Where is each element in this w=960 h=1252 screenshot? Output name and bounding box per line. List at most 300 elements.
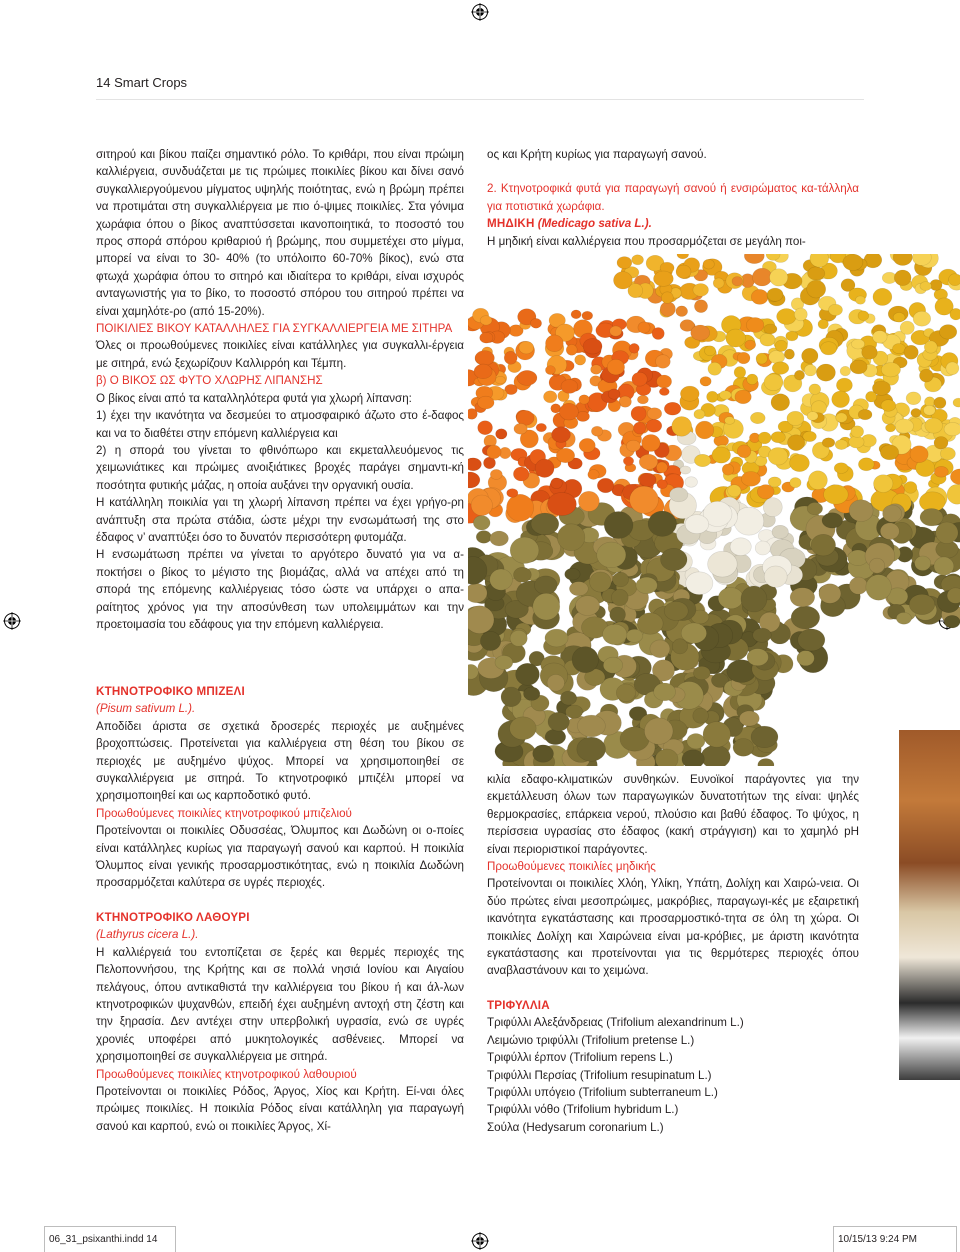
seed — [786, 331, 798, 341]
seed — [695, 421, 713, 439]
seed — [767, 288, 783, 301]
seed — [869, 558, 884, 573]
seed — [533, 745, 554, 762]
seed — [480, 332, 493, 343]
seed — [547, 492, 576, 515]
seed — [654, 271, 674, 286]
paragraph: Προτείνονται οι ποικιλίες Οδυσσέας, Όλυμπος και Δωδώνη οι ο-ποίες είναι κατάλληλες κυρίως για παραγωγή σανού και καρπού. Η ποικιλία Όλυμπος είναι γενικής προσαρμοστικότητας, ενώ η ποικιλία Δωδώνη προσαρμόζεται καλύτερα σε υγρές περιοχές. — [96, 824, 464, 890]
paragraph: ος και Κρήτη κυρίως για παραγωγή σανού. — [487, 148, 707, 161]
seed — [791, 606, 820, 629]
paragraph: Αποδίδει άριστα σε σχετικά δροσερές περιοχές με αυξημένες βροχοπτώσεις. Προτείνεται για καλλιέργεια στη θέση του βίκου σε περιοχές με αυξημένο ψύχος. Μπορεί να χρησιμοποιηθεί σε συγκαλλιέργεια με σιτηρά. Το κτηνοτροφικό μπιζέλι μπορεί να χρησιμοποιηθεί και ως καρποδοτικό φυτό. — [96, 719, 464, 803]
seed — [514, 423, 527, 434]
seed — [894, 270, 911, 286]
seed — [726, 329, 746, 347]
seed — [866, 391, 877, 402]
seed — [804, 365, 816, 376]
seed — [824, 485, 849, 505]
seed — [936, 522, 958, 544]
seed — [473, 516, 490, 530]
running-title: Smart Crops — [114, 75, 188, 90]
seed — [881, 400, 896, 412]
paragraph: κιλία εδαφο-κλιματικών συνθηκών. Ευνοϊκοί παράγοντες για την εκμετάλλευση όλων των παραγωγικών δυνατοτήτων της είναι: ψηλές θερμοκρασίες, επάρκεια νερού, πλούσιο και βαθύ έδαφος. Το ψύχος, η περίσσεια υγρασίας στο έδαφος (κακή στράγγιση) και το χαμηλό pH είναι περιοριστικοί παράγοντες. — [487, 773, 859, 856]
seed — [514, 567, 532, 582]
seed — [495, 655, 513, 669]
seed — [519, 341, 534, 354]
seed — [741, 586, 767, 612]
seed — [735, 390, 751, 404]
seed — [548, 712, 569, 731]
seed — [834, 463, 848, 474]
seed — [590, 572, 612, 592]
seed — [556, 448, 574, 462]
seed — [544, 391, 557, 403]
seed — [517, 370, 537, 385]
seed — [756, 353, 767, 364]
crop-heading: ΤΡΙΦΥΛΛΙΑ — [487, 998, 550, 1012]
seed — [811, 534, 836, 556]
seed — [722, 464, 734, 475]
seed — [476, 531, 491, 544]
seed — [535, 459, 554, 477]
seed — [490, 469, 502, 479]
seed — [911, 408, 921, 417]
seed — [478, 421, 493, 435]
seed — [694, 300, 707, 313]
seed — [557, 524, 585, 551]
seed — [751, 289, 768, 304]
seed — [507, 494, 534, 521]
seed — [855, 296, 865, 304]
seed — [752, 268, 772, 286]
paragraph: Προτείνονται οι ποικιλίες Χλόη, Υλίκη, Υπάτη, Δολίχη και Χαιρώ-νεια. Οι δύο πρώτες είναι μεσοπρώιμες, μακρόβιες, παραγωγι-κές με εξαιρετική ικανότητα εγκατάστασης και προσαρμοστικό-τητα σε όλη τη χώρα. Οι ποικιλίες Δολίχη και Χαιρώνεια είναι μα-κρόβιες, με άριστη ικανότητα εγκατάστασης και προτείνονται για τις θερμότερες περιοχές όπου αναβλαστάνουν και το χειμώνα. — [487, 877, 859, 978]
clover-item: Τριφύλλι Αλεξάνδρειας (Trifolium alexandrinum L.) — [487, 1016, 744, 1030]
seed — [703, 259, 714, 269]
seed — [566, 705, 583, 718]
seed — [755, 541, 770, 555]
seed — [732, 277, 743, 286]
seed — [835, 440, 848, 450]
seed — [718, 587, 743, 608]
seed — [787, 411, 804, 425]
seed — [547, 675, 564, 692]
seed — [707, 391, 718, 402]
seed — [771, 394, 790, 411]
running-header — [96, 75, 187, 90]
seed — [802, 348, 818, 363]
seed — [468, 472, 480, 488]
seed — [950, 308, 960, 320]
seed — [591, 426, 602, 436]
seed — [920, 282, 932, 291]
seed — [613, 572, 629, 587]
seed — [850, 360, 867, 374]
seed — [771, 432, 785, 443]
paragraph: Η καλλιέργειά του εντοπίζεται σε ξερές και θερμές περιοχές της Πελοποννήσου, της Κρήτης και σε πολλά νησιά Ιονίου και Αιγαίου πελάγους, όπου αντικαθιστά την καλλιέργεια του βίκου ή και άλ-λων κτηνοτροφικών ψυχανθών, επειδή έχει αυξημένη αντοχή στη ζέστη και την ξηρασία. Δεν αντέχει στην υπερβολική υγρασία, ενώ σε υγρές χρονιές υποφέρει από μυκητολογικές ασθένειες. Μπορεί να χρησιμοποιηθεί σε συγκαλλιέργεια με σιτηρά. — [96, 945, 464, 1064]
seed — [510, 717, 537, 740]
crop-heading: ΚΤΗΝΟΤΡΟΦΙΚΟ ΛΑΘΟΥΡΙ — [96, 910, 250, 924]
seed — [873, 331, 888, 344]
seed — [652, 328, 664, 340]
clover-item: Τριφύλλι νόθο (Trifolium hybridum L.) — [487, 1103, 679, 1117]
seed — [530, 318, 541, 328]
seed — [734, 367, 746, 379]
seed — [915, 556, 931, 571]
seed — [637, 395, 648, 404]
seed — [632, 372, 647, 386]
seed — [949, 274, 960, 286]
seed — [677, 254, 689, 259]
seed — [807, 280, 826, 298]
seed — [713, 278, 724, 288]
seed — [741, 472, 760, 487]
seed — [516, 663, 540, 685]
seed — [733, 739, 754, 757]
lentils-seeds-photo — [468, 254, 960, 766]
seed — [896, 612, 911, 624]
seed — [694, 454, 710, 466]
seed — [803, 431, 817, 441]
seed — [650, 640, 670, 658]
seed — [925, 418, 943, 433]
seed — [880, 445, 898, 460]
seed — [471, 495, 492, 516]
seed — [777, 309, 797, 325]
seed — [790, 478, 801, 488]
seed — [636, 577, 657, 594]
seed — [566, 345, 577, 356]
seed — [576, 596, 600, 616]
seed — [836, 413, 847, 423]
crop-heading: ΜΗΔΙΚΗ — [487, 217, 535, 231]
seed — [610, 326, 622, 336]
seed — [794, 308, 807, 321]
seed — [583, 338, 602, 354]
seed — [510, 630, 527, 646]
seed — [819, 584, 841, 604]
seed — [468, 458, 481, 471]
seed — [893, 344, 906, 354]
seed — [947, 484, 960, 504]
seed — [883, 505, 902, 522]
seed — [730, 538, 751, 556]
seed — [545, 629, 568, 647]
paragraph: Προτείνονται οι ποικιλίες Ρόδος, Άργος, Χίος και Κρήτη. Εί-ναι όλες πρώιμες ποικιλίες. Η ποικιλία Ρόδος είναι κατάλληλη για παραγωγή σανού και καρπού, ενώ οι ποικιλίες Άργος, Χί- — [96, 1084, 464, 1133]
seed — [617, 257, 632, 269]
seed — [858, 409, 872, 419]
seed — [631, 406, 646, 421]
seed — [770, 269, 788, 286]
seed — [913, 311, 931, 326]
crop-latin-name: (Lathyrus cicera L.). — [96, 928, 199, 942]
seed — [531, 513, 559, 535]
seed — [680, 386, 699, 401]
seed — [851, 339, 864, 349]
seed — [772, 362, 789, 375]
seed — [851, 426, 864, 438]
paragraph: Όλες οι προωθούμενες ποικιλίες είναι κατάλληλες για συγκαλλι-έργεια με σιτηρά, ενώ ξεχωρίζουν Καλλιρρόη και Τέμπη. — [96, 339, 464, 370]
subheading: Προωθούμενες ποικιλίες μηδικής — [487, 860, 656, 874]
seed — [807, 502, 822, 514]
seed — [728, 485, 741, 497]
seed — [816, 364, 835, 381]
seed — [904, 482, 917, 494]
seed — [953, 398, 960, 407]
seed — [909, 594, 935, 614]
seed — [840, 366, 850, 376]
seed — [608, 389, 620, 399]
seed — [507, 489, 518, 498]
seed — [745, 340, 756, 349]
seed — [906, 392, 921, 405]
seed — [659, 388, 669, 396]
seed — [934, 557, 954, 575]
seed — [579, 395, 590, 404]
seed — [490, 531, 509, 546]
seed — [703, 722, 731, 748]
seed — [474, 364, 492, 379]
seed — [533, 593, 560, 620]
seed — [764, 324, 777, 334]
seed — [944, 422, 960, 435]
seed — [504, 351, 517, 364]
seed — [862, 346, 878, 360]
seed — [591, 365, 602, 375]
seed — [725, 417, 735, 425]
seed — [534, 576, 557, 595]
seed — [656, 355, 671, 369]
seed — [818, 319, 828, 329]
seed — [829, 304, 843, 315]
seed — [849, 436, 864, 448]
seed — [579, 491, 600, 511]
seed — [768, 448, 788, 466]
seed — [822, 438, 835, 448]
seed — [784, 349, 794, 359]
seed — [664, 402, 681, 415]
seed — [559, 403, 578, 420]
seed — [614, 272, 633, 289]
seed — [751, 726, 778, 748]
paragraph: Η κατάλληλη ποικιλία γαι τη χλωρή λίπανση πρέπει να έχει γρήγο-ρη ανάπτυξη στα πρώτα στάδια, ώστε μέχρι την ενσωμάτωσή της στο έδαφος ν’ αναπτύξει όσο το δυνατόν περισσότερη φυτομάζα. — [96, 496, 464, 544]
seed — [858, 458, 874, 471]
left-column-top — [96, 146, 464, 633]
seed — [676, 265, 691, 278]
seed — [536, 423, 546, 431]
seed — [647, 408, 661, 420]
paragraph: Η μηδική είναι καλλιέργεια που προσαρμόζεται σε μεγάλη ποι- — [487, 234, 806, 248]
seed — [560, 691, 576, 705]
seed — [639, 454, 658, 469]
seed — [739, 711, 759, 726]
seed — [790, 454, 810, 471]
clover-item: Λειμώνιο τριφύλλι (Trifolium pretense L.) — [487, 1033, 695, 1047]
seed — [798, 629, 825, 651]
seed — [656, 462, 667, 473]
seed — [597, 542, 626, 568]
paragraph: Η ενσωμάτωση πρέπει να γίνεται το αργότερο δυνατό για να α-ποκτήσει ο βίκος το μέγιστο της βιομάζας, αλλά να απέχει από τη σπορά της επόμενης καλλιέργειας τόσο ώστε να υπάρχει ο απα-ραίτητος χρόνος για την αποσύνθεση των υπολειμμάτων και την προετοιμασία του εδάφους για την επόμενη καλλιέργεια. — [96, 548, 464, 631]
seed — [769, 350, 785, 363]
seed — [747, 649, 768, 666]
right-column-top — [487, 146, 859, 250]
clover-item: Τριφύλλι έρπον (Trifolium repens L.) — [487, 1051, 673, 1065]
seed — [524, 687, 540, 700]
seed — [632, 255, 644, 265]
seed — [670, 487, 688, 501]
seed — [934, 397, 946, 408]
seed — [654, 683, 676, 701]
seed — [648, 511, 676, 536]
seed — [616, 684, 635, 702]
seed — [946, 362, 959, 375]
seed — [772, 525, 788, 538]
registration-mark-left-icon — [3, 612, 21, 630]
seed — [629, 343, 639, 353]
seed — [661, 292, 673, 304]
seed — [611, 589, 628, 606]
seed — [468, 606, 494, 634]
seed — [775, 340, 787, 351]
seed — [516, 410, 534, 425]
seed — [924, 341, 937, 353]
seed — [664, 602, 688, 621]
paragraph: 2) η σπορά του γίνεται το φθινόπωρο και εκμεταλλευόμενος τις χειμωνιάτικες και πρώιμες ανοιξιάτικες βροχές παράγει σημαντι-κή ποσότητα φυτικής μάζας, η οποία αυξάνει την οργανική ουσία. — [96, 443, 464, 492]
seed — [685, 515, 709, 534]
seed — [849, 500, 873, 522]
seed — [676, 306, 688, 317]
seed — [607, 359, 624, 375]
clover-item: Σούλα (Hedysarum coronarium L.) — [487, 1120, 664, 1134]
seed — [693, 284, 709, 297]
seed — [634, 422, 646, 434]
side-cropped-photo — [899, 730, 960, 1080]
seed — [737, 352, 750, 364]
seed — [693, 708, 709, 723]
crop-latin-name: (Pisum sativum L.). — [96, 702, 196, 716]
seed — [910, 446, 928, 463]
seed — [638, 322, 650, 333]
seed — [920, 369, 934, 382]
seed — [572, 647, 598, 673]
seed — [858, 311, 869, 321]
seed — [809, 384, 821, 395]
seed — [686, 572, 713, 595]
seed — [655, 749, 678, 766]
seed — [626, 440, 640, 451]
seed — [808, 471, 827, 490]
seed — [657, 375, 672, 388]
seed — [604, 512, 633, 539]
seed — [644, 718, 673, 745]
seed — [880, 523, 899, 540]
seed — [873, 288, 892, 305]
seed — [480, 631, 500, 650]
seed — [495, 376, 505, 384]
crop-heading: ΚΤΗΝΟΤΡΟΦΙΚΟ ΜΠΙΖΕΛΙ — [96, 685, 245, 698]
seed — [468, 583, 487, 603]
page-number: 14 — [96, 75, 111, 90]
seed — [758, 759, 774, 767]
seed — [642, 435, 661, 452]
subheading: Προωθούμενες ποικιλίες κτηνοτροφικού μπιζελιού — [96, 806, 352, 820]
seed — [934, 437, 948, 450]
seed — [672, 417, 692, 437]
seed — [577, 737, 606, 761]
seed — [552, 427, 571, 443]
seed — [747, 374, 758, 385]
seed — [760, 333, 775, 346]
paragraph: 1) έχει την ικανότητα να δεσμεύει το ατμοσφαιρικό άζωτο στο έ-δαφος και να το διαθέτει στην επόμενη καλλιέργεια και — [96, 409, 464, 440]
seed — [807, 412, 818, 421]
right-column-bottom — [487, 771, 859, 1136]
seed — [682, 750, 704, 766]
seeds-illustration — [468, 254, 960, 766]
seed — [630, 486, 659, 513]
seed — [501, 687, 521, 707]
seed — [545, 729, 566, 745]
seed — [700, 377, 711, 387]
seed — [551, 478, 563, 489]
seed — [764, 566, 787, 587]
seed — [920, 509, 943, 526]
seed — [757, 485, 774, 499]
seed — [934, 466, 948, 477]
seed — [496, 429, 507, 439]
seed — [746, 318, 764, 333]
seed — [582, 311, 593, 320]
registration-mark-top-icon — [471, 3, 489, 21]
subheading: Προωθούμενες ποικιλίες κτηνοτροφικού λαθουριού — [96, 1067, 357, 1081]
seed — [680, 466, 691, 474]
seed — [475, 351, 494, 366]
seed — [900, 321, 914, 334]
seed — [758, 432, 771, 444]
seed — [893, 254, 912, 266]
footer-filename: 06_31_psixanthi.indd 14 — [49, 1234, 158, 1245]
seed — [701, 745, 730, 766]
seed — [603, 657, 622, 673]
seed — [681, 623, 706, 643]
seed — [708, 551, 738, 577]
seed — [510, 537, 539, 563]
seed — [930, 280, 942, 291]
section-heading: ΠΟΙΚΙΛΙΕΣ ΒΙΚΟΥ ΚΑΤΑΛΛΗΛΕΣ ΓΙΑ ΣΥΓΚΑΛΛΙΕΡΓΕΙΑ ΜΕ ΣΙΤΗΡΑ — [96, 322, 453, 336]
seed — [940, 447, 955, 460]
seed — [687, 734, 705, 749]
seed — [944, 615, 960, 628]
seed — [646, 419, 662, 432]
seed — [753, 628, 772, 642]
seed — [843, 254, 863, 270]
seed — [704, 346, 715, 356]
seed — [637, 613, 663, 635]
crop-latin-name: (Medicago sativa L.). — [537, 217, 652, 231]
seed — [904, 345, 918, 359]
seed — [691, 325, 710, 340]
seed — [545, 366, 555, 375]
seed — [708, 362, 722, 375]
seed — [490, 569, 513, 590]
seed — [788, 435, 805, 451]
section-heading: 2. Κτηνοτροφικά φυτά για παραγωγή σανού ή ενσιρώματος κα-τάλληλα για ποτιστικά χωράφια. — [487, 182, 859, 213]
seed — [790, 588, 815, 607]
seed — [571, 310, 581, 319]
seed — [478, 396, 495, 409]
seed — [794, 370, 804, 380]
seed — [603, 624, 627, 644]
seed — [597, 478, 614, 493]
seed — [577, 715, 605, 737]
seed — [886, 424, 896, 432]
